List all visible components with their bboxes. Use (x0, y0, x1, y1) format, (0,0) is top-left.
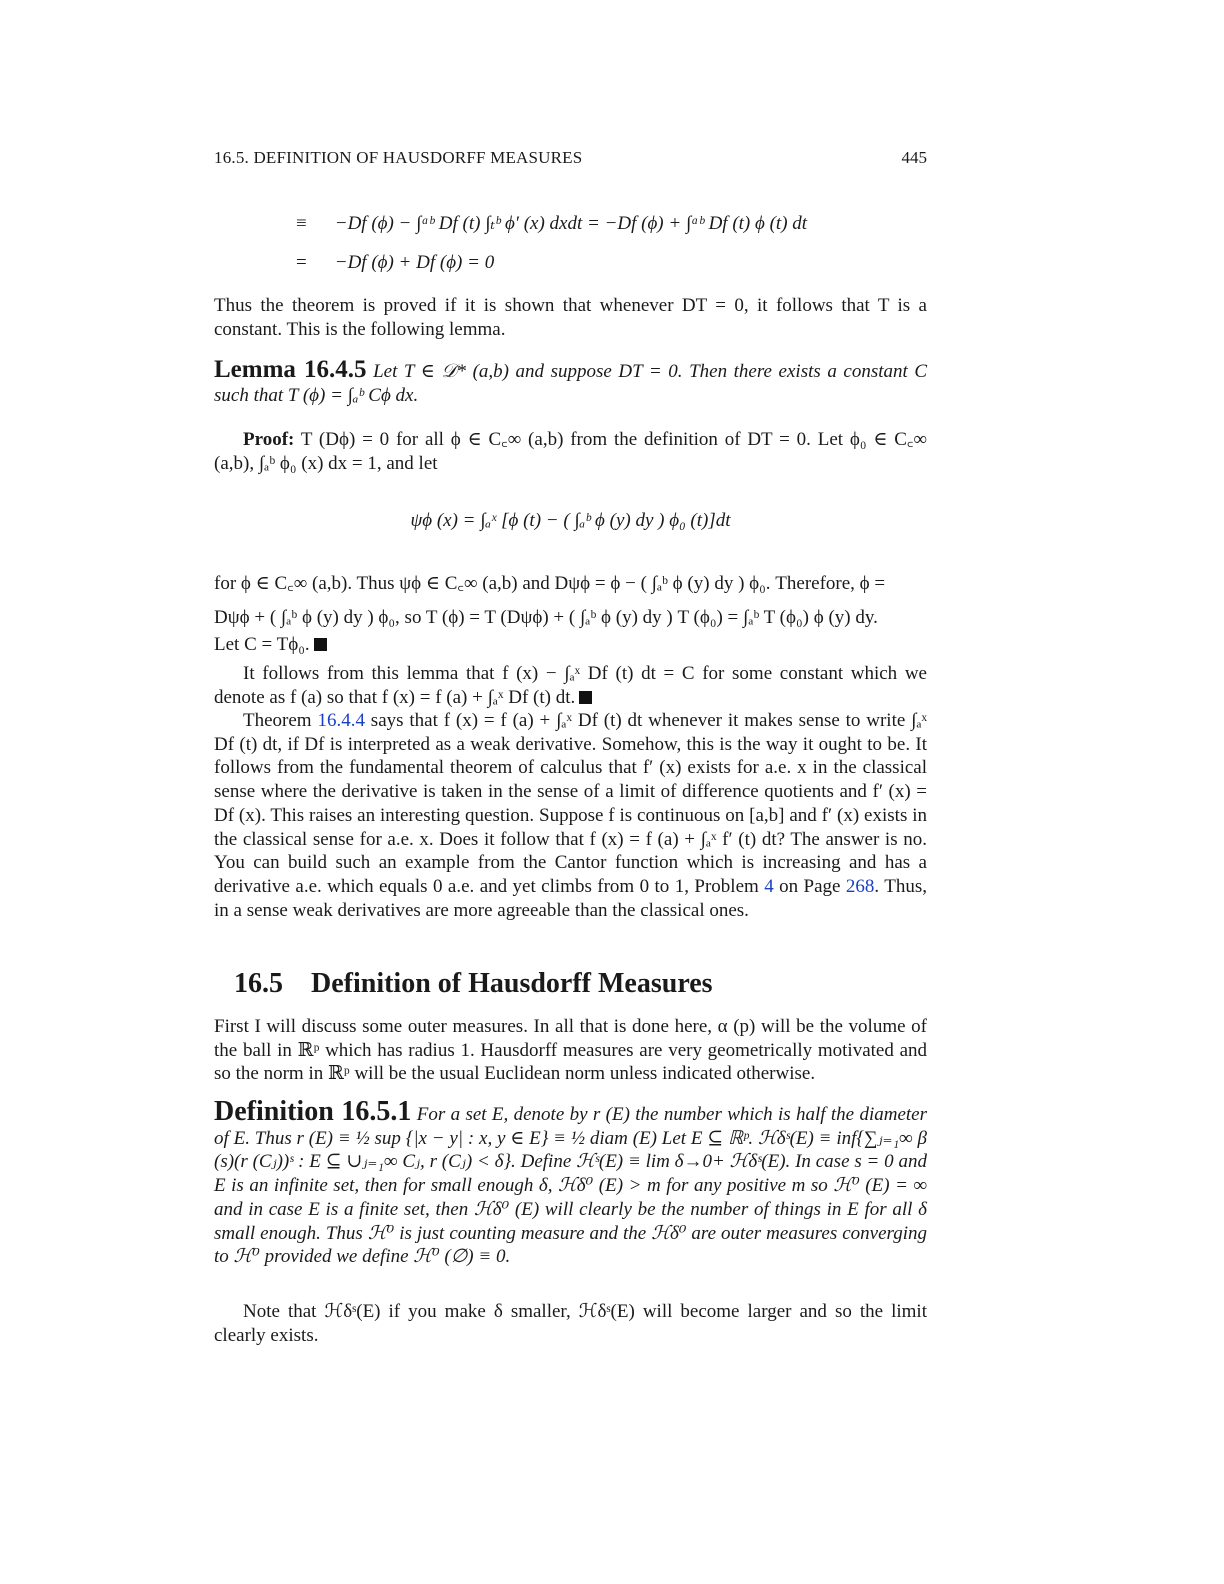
on-page-text: on Page (779, 875, 841, 897)
psi-definition: ψϕ (x) = ∫ₐˣ [ϕ (t) − ( ∫ₐᵇ ϕ (y) dy ) ϕ₀ (t)]dt (410, 510, 731, 531)
lemma-statement: Let T ∈ 𝒟* (a,b) and suppose DT = 0. Then there exists a constant C such that T (ϕ) = ∫ₐᵇ Cϕ dx. (214, 361, 928, 406)
theorem-end: . Thus, in a sense weak derivatives are more agreeable than the classical ones. (214, 875, 927, 921)
running-head-title: 16.5. DEFINITION OF HAUSDORFF MEASURES (214, 148, 583, 167)
equation-line-2 (296, 252, 494, 274)
paragraph-follows (214, 662, 927, 709)
paragraph-theorem-discussion (214, 709, 927, 922)
running-header (214, 148, 927, 168)
page-ref-link[interactable]: 268 (845, 875, 875, 897)
qed-square-icon (314, 638, 327, 651)
proof-line-1: for ϕ ∈ C꜀∞ (a,b). Thus ψϕ ∈ C꜀∞ (a,b) and Dψϕ = ϕ − ( ∫ₐᵇ ϕ (y) dy ) ϕ₀. Therefore, ϕ = (214, 573, 886, 594)
proof-block (214, 428, 927, 475)
problem-ref-link[interactable]: 4 (764, 875, 774, 897)
section-title: Definition of Hausdorff Measures (311, 968, 713, 999)
definition-block (214, 1096, 928, 1269)
section-heading (234, 968, 713, 1000)
equation-body: −Df (ϕ) − ∫ᵃᵇ Df (t) ∫ₜᵇ ϕ′ (x) dxdt = −Df (ϕ) + ∫ᵃᵇ Df (t) ϕ (t) dt (334, 213, 808, 234)
definition-text: For a set E, denote by r (E) the number which is half the diameter of E. Thus r (E) ≡ ½ sup {|x − y| : x, y ∈ E} ≡ ½ diam (E) Let E ⊆ ℝᵖ. ℋδˢ(E) ≡ inf{∑ⱼ₌₁∞ β (s)(r (Cⱼ))ˢ : E ⊆ ∪ⱼ₌₁∞ Cⱼ, r (Cⱼ) < δ}. Define ℋˢ(E) ≡ lim δ→0+ ℋδˢ(E). In case s = 0 and E is an infinite set, then for small enough δ, ℋδ⁰ (E) > m for any positive m so ℋ⁰ (E) = ∞ and in case E is a finite set, then ℋδ⁰ (E) will clearly be the number of things in E for all δ small enough. Thus ℋ⁰ is just counting measure and the ℋδ⁰ are outer measures converging to ℋ⁰ provided we define ℋ⁰ (∅) ≡ 0. (214, 1104, 928, 1268)
proof-line-3: Let C = Tϕ₀. (214, 634, 310, 656)
theorem-post: says that f (x) = f (a) + ∫ₐˣ Df (t) dt whenever it makes sense to write ∫ₐˣ Df (t) dt, if Df is interpreted as a weak derivative. Somehow, this is the way it ought to be. It follows from the fundamental theorem of calculus that f′ (x) exists for a.e. x in the classical sense where the derivative is taken in the sense of a limit of difference quotients and f′ (x) = Df (x). This raises an interesting question. Suppose f is continuous on [a,b] and f′ (x) exists in the classical sense for a.e. x. Does it follow that f (x) = f (a) + ∫ₐˣ f′ (t) dt? The answer is no. You can build such an example from the Cantor function which is increasing and has a derivative a.e. which equals 0 a.e. and yet climbs from 0 to 1, Problem (214, 710, 928, 897)
equation-body: −Df (ϕ) + Df (ϕ) = 0 (334, 252, 495, 273)
follows-text: It follows from this lemma that f (x) − ∫ₐˣ Df (t) dt = C for some constant which we denote as f (a) so that f (x) = f (a) + ∫ₐˣ Df (t) dt. (214, 663, 927, 708)
equation-operator: ≡ (296, 213, 307, 234)
qed-square-icon (579, 691, 592, 704)
theorem-pre: Theorem (243, 710, 312, 731)
equation-operator: = (296, 252, 307, 273)
section-intro: First I will discuss some outer measures. In all that is done here, α (p) will be the volume of the ball in ℝᵖ which has radius 1. Hausdorff measures are very geometrically motivated and so the norm in ℝᵖ will be the usual Euclidean norm unless indicated otherwise. (214, 1016, 927, 1085)
proof-continued (214, 572, 927, 657)
equation-line-1 (296, 212, 807, 235)
lemma-block (214, 358, 927, 407)
lemma-label: Lemma 16.4.5 (214, 356, 367, 383)
note-paragraph: Note that ℋδˢ(E) if you make δ smaller, ℋδˢ(E) will become larger and so the limit clearly exists. (214, 1301, 927, 1346)
theorem-ref-link[interactable]: 16.4.4 (317, 710, 365, 731)
proof-label: Proof: (243, 429, 295, 450)
definition-label: Definition 16.5.1 (214, 1096, 412, 1127)
proof-text: T (Dϕ) = 0 for all ϕ ∈ C꜀∞ (a,b) from the definition of DT = 0. Let ϕ₀ ∈ C꜀∞ (a,b), ∫ₐᵇ ϕ₀ (x) dx = 1, and let (214, 429, 927, 474)
proof-line-2: Dψϕ + ( ∫ₐᵇ ϕ (y) dy ) ϕ₀, so T (ϕ) = T (Dψϕ) + ( ∫ₐᵇ ϕ (y) dy ) T (ϕ₀) = ∫ₐᵇ T (ϕ₀) ϕ (y) dy. (214, 606, 878, 628)
section-number: 16.5 (234, 968, 283, 999)
page-number: 445 (901, 148, 927, 167)
paragraph-theorem-proved: Thus the theorem is proved if it is shown that whenever DT = 0, it follows that T is a constant. This is the following lemma. (214, 295, 927, 340)
